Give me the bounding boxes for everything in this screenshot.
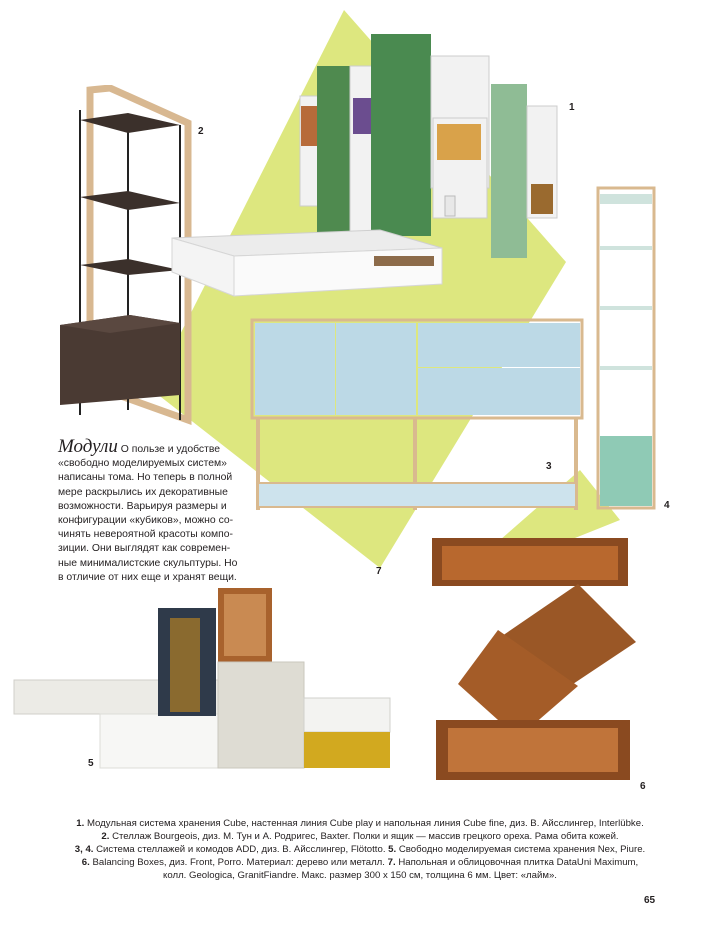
- intro-line: написаны тома. Но теперь в полной: [58, 472, 233, 484]
- intro-title: Модули: [58, 436, 118, 457]
- label-6: 6: [640, 781, 646, 792]
- intro-line: ные минималистские скульптуры. Но: [58, 557, 238, 569]
- caption-text: Balancing Boxes, диз. Front, Porro. Материал: дерево или металл.: [92, 857, 385, 868]
- intro-line: зиции. Они выглядят как современ-: [58, 543, 231, 555]
- intro-line: возможности. Варьируя размеры и: [58, 500, 227, 512]
- intro-line: чинять невероятной красоты компо-: [58, 529, 234, 541]
- caption-text: колл. Geologica, GranitFiandre. Макс. размер 300 х 150 см, толщина 6 мм. Цвет: «лайм».: [163, 870, 557, 881]
- caption-num: 6.: [81, 857, 90, 868]
- caption-num: 2.: [101, 831, 110, 842]
- intro-line: О пользе и удобстве: [120, 444, 221, 455]
- caption-text: Свободно моделируемая система хранения Nex, Piure.: [398, 844, 646, 855]
- label-1: 1: [569, 102, 575, 113]
- label-5: 5: [88, 758, 94, 769]
- add-sideboard-image: [250, 318, 585, 513]
- add-tall-shelf-image: [596, 186, 658, 511]
- intro-line: «свободно моделируемых систем»: [58, 458, 227, 470]
- caption-num: 1.: [76, 818, 85, 829]
- label-4: 4: [664, 500, 670, 511]
- page-number: 65: [644, 895, 656, 906]
- intro-line: конфигурации «кубиков», можно со-: [58, 515, 234, 527]
- caption-num: 5.: [388, 844, 397, 855]
- caption-num: 7.: [387, 857, 396, 868]
- intro-paragraph: [58, 436, 258, 585]
- label-2: 2: [198, 126, 204, 137]
- balancing-boxes-image: [428, 534, 638, 784]
- caption-num: 3, 4.: [74, 844, 94, 855]
- intro-line: мере раскрылись их декоративные: [58, 486, 228, 498]
- nex-system-image: [12, 588, 392, 773]
- cube-fine-console-image: [168, 228, 453, 300]
- caption-text: Напольная и облицовочная плитка DataUni Maximum,: [398, 857, 639, 868]
- intro-line: в отличие от них еще и хранят вещи.: [58, 571, 237, 583]
- caption-text: Система стеллажей и комодов ADD, диз. В. Айсслингер, Flötotto.: [96, 844, 386, 855]
- label-7: 7: [376, 566, 382, 577]
- label-3: 3: [546, 461, 552, 472]
- caption-text: Стеллаж Bourgeois, диз. М. Тун и А. Родригес, Baxter. Полки и ящик — массив грецкого ореха. Рама обита кожей.: [112, 831, 619, 842]
- caption-text: Модульная система хранения Cube, настенная линия Cube play и напольная линия Cube fine, диз. В. Айсслингер, Interlübke.: [86, 818, 644, 829]
- caption-block: [40, 817, 680, 882]
